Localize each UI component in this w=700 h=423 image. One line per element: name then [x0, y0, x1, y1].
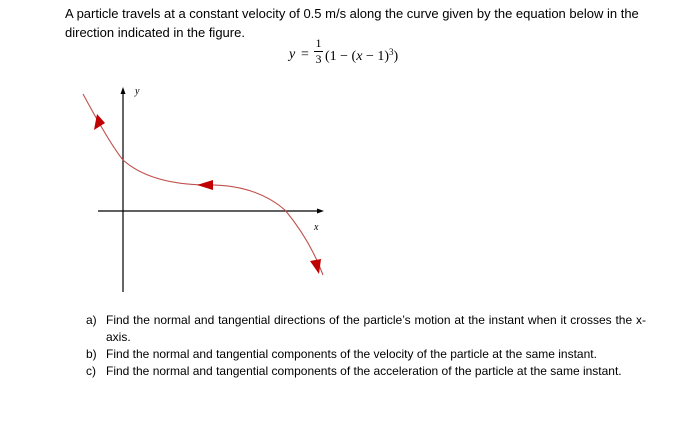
question-c-text: Find the normal and tangential components of the acceleration of the particle at the same instant.	[106, 364, 622, 378]
fraction-denominator: 3	[315, 52, 322, 66]
x-axis-label: x	[314, 222, 319, 233]
question-a-marker: a)	[86, 313, 97, 327]
question-c-marker: c)	[86, 364, 96, 378]
equation-exponent: 3	[389, 47, 394, 57]
equation-close: )	[393, 49, 399, 64]
equation-fraction	[314, 37, 323, 66]
direction-arrow-middle	[197, 180, 213, 190]
equation-open: (1 − (	[325, 49, 357, 64]
question-b-marker: b)	[86, 347, 97, 361]
equation-x: x	[356, 49, 363, 64]
equation-body	[325, 47, 398, 65]
question-a	[86, 312, 646, 346]
y-axis-label: y	[135, 86, 140, 97]
question-list	[86, 312, 646, 380]
question-b-text: Find the normal and tangential components of the velocity of the particle at the same instant.	[106, 347, 597, 361]
question-b	[86, 346, 646, 363]
equation-equals: =	[301, 47, 309, 62]
question-c	[86, 363, 646, 380]
curve-figure	[80, 82, 340, 294]
equation-inner: − 1)	[362, 49, 390, 64]
direction-arrow-lower-right	[310, 259, 321, 274]
problem-intro: A particle travels at a constant velocity of 0.5 m/s along the curve given by the equation below in the direction indicated in the figure.	[65, 6, 639, 40]
fraction-numerator: 1	[315, 36, 322, 50]
equation-lhs: y	[289, 47, 296, 62]
x-axis-arrowhead	[317, 209, 324, 214]
y-axis-arrowhead	[121, 87, 126, 94]
question-a-text: Find the normal and tangential directions of the particle’s motion at the instant when it crosses the x-axis.	[106, 313, 646, 344]
